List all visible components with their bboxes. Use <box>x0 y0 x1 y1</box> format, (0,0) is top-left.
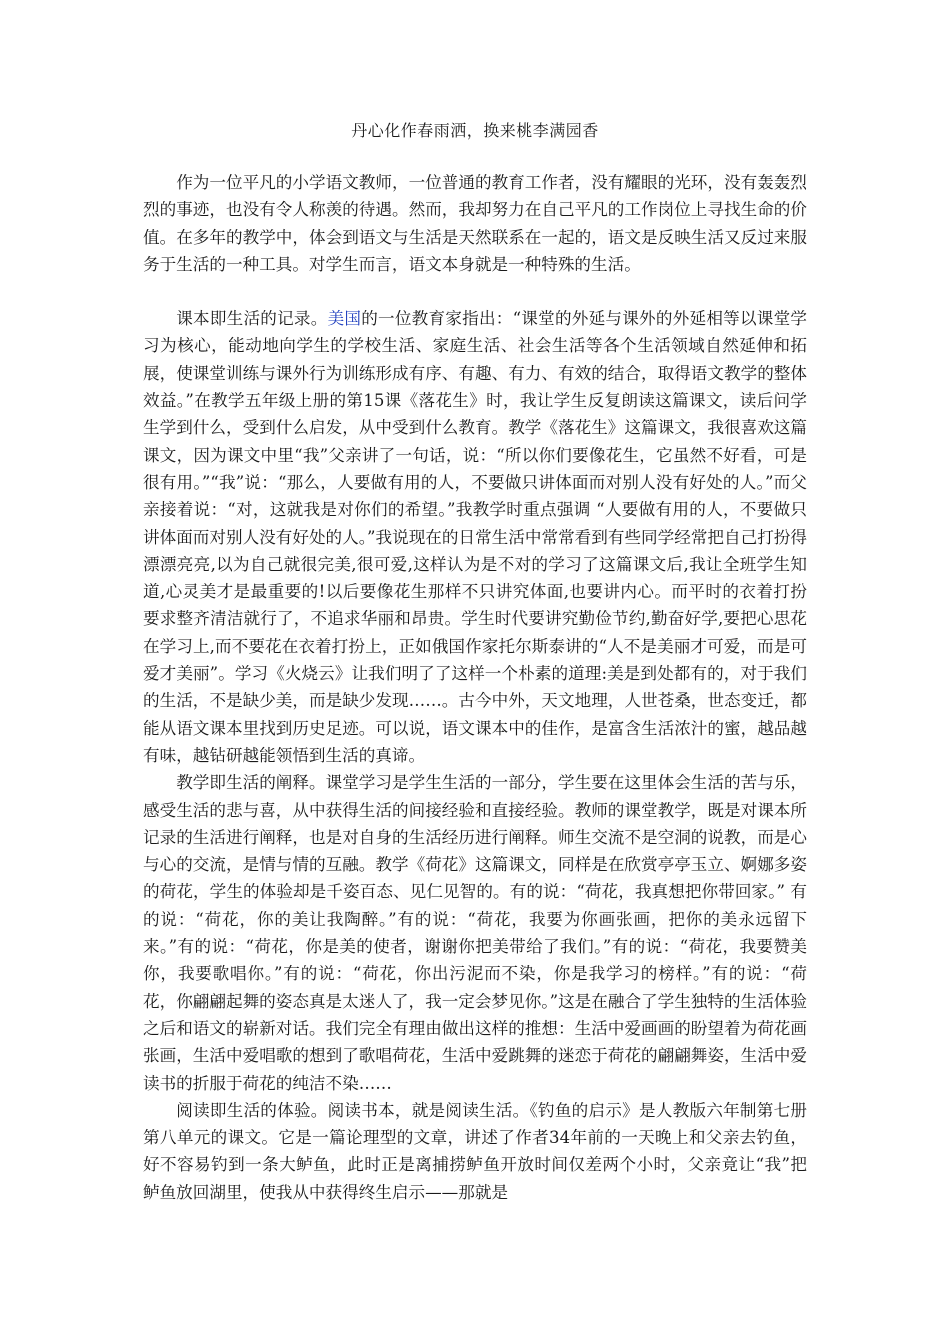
america-link[interactable]: 美国 <box>327 309 362 329</box>
paragraph-textbook <box>143 305 807 769</box>
paragraph-reading: 阅读即生活的体验。阅读书本，就是阅读生活。《钓鱼的启示》是人教版六年制第七册第八单元的课文。它是一篇论理型的文章，讲述了作者34年前的一天晚上和父亲去钓鱼，好不容易钓到一条大鲈鱼，此时正是离捕捞鲈鱼开放时间仅差两个小时，父亲竟让“我”把鲈鱼放回湖里，使我从中获得终生启示——那就是 <box>143 1100 807 1202</box>
paragraph-textbook-rest: 的一位教育家指出：“课堂的外延与课外的外延相等以课堂学习为核心，能动地向学生的学校生活、家庭生活、社会生活等各个生活领域自然延伸和拓展，使课堂训练与课外行为训练形成有序、有趣、有力、有效的结合，取得语文教学的整体效益。”在教学五年级上册的第15课《落花生》时，我让学生反复朗读这篇课文，读后问学生学到什么，受到什么启发，从中受到什么教育。教学《落花生》这篇课文，我很喜欢这篇课文，因为课文中里“我”父亲讲了一句话，说：“所以你们要像花生，它虽然不好看，可是很有用。”“我”说：“那么，人要做有用的人，不要做只讲体面而对别人没有好处的人。”而父亲接着说：“对，这就我是对你们的希望。”我教学时重点强调 “人要做有用的人，不要做只讲体面而对别人没有好处的人。”我说现在的日常生活中常常看到有些同学经常把自己打扮得漂漂亮亮,以为自己就很完美,很可爱,这样认为是不对的学习了这篇课文后,我让全班学生知道,心灵美才是最重要的!以后要像花生那样不只讲究体面,也要讲内心。而平时的衣着打扮要求整齐清洁就行了，不追求华丽和昂贵。学生时代要讲究勤俭节约,勤奋好学,要把心思花在学习上,而不要花在衣着打扮上，正如俄国作家托尔斯泰讲的“人不是美丽才可爱，而是可爱才美丽”。学习《火烧云》让我们明了了这样一个朴素的道理:美是到处都有的，对于我们的生活，不是缺少美，而是缺少发现……。古今中外，天文地理，人世苍桑，世态变迁，都能从语文课本里找到历史足迹。可以说，语文课本中的佳作，是富含生活浓汁的蜜，越品越有味，越钻研越能领悟到生活的真谛。 <box>143 309 808 765</box>
paragraph-teaching: 教学即生活的阐释。课堂学习是学生生活的一部分，学生要在这里体会生活的苦与乐，感受生活的悲与喜，从中获得生活的间接经验和直接经验。教师的课堂教学，既是对课本所记录的生活进行阐释，也是对自身的生活经历进行阐释。师生交流不是空洞的说教，而是心与心的交流，是情与情的互融。教学《荷花》这篇课文，同样是在欣赏亭亭玉立、婀娜多姿的荷花，学生的体验却是千姿百态、见仁见智的。有的说：“荷花，我真想把你带回家。” 有的说：“荷花，你的美让我陶醉。”有的说：“荷花，我要为你画张画，把你的美永远留下来。”有的说：“荷花，你是美的使者，谢谢你把美带给了我们。”有的说：“荷花，我要赞美你，我要歌唱你。”有的说：“荷花，你出污泥而不染，你是我学习的榜样。”有的说：“荷花，你翩翩起舞的姿态真是太迷人了，我一定会梦见你。”这是在融合了学生独特的生活体验之后和语文的崭新对话。我们完全有理由做出这样的推想：生活中爱画画的盼望着为荷花画张画，生活中爱唱歌的想到了歌唱荷花，生活中爱跳舞的迷恋于荷花的翩翩舞姿，生活中爱读书的折服于荷花的纯洁不染…… <box>143 773 807 1093</box>
document-title: 丹心化作春雨洒，换来桃李满园香 <box>351 121 599 140</box>
document-body <box>143 169 807 1206</box>
paragraph-intro: 作为一位平凡的小学语文教师，一位普通的教育工作者，没有耀眼的光环，没有轰轰烈烈的事迹，也没有令人称羡的待遇。然而，我却努力在自己平凡的工作岗位上寻找生命的价值。在多年的教学中，体会到语文与生活是天然联系在一起的，语文是反映生活又反过来服务于生活的一种工具。对学生而言，语文本身就是一种特殊的生活。 <box>143 173 807 274</box>
paragraph-textbook-lead: 课本即生活的记录。 <box>176 309 328 329</box>
